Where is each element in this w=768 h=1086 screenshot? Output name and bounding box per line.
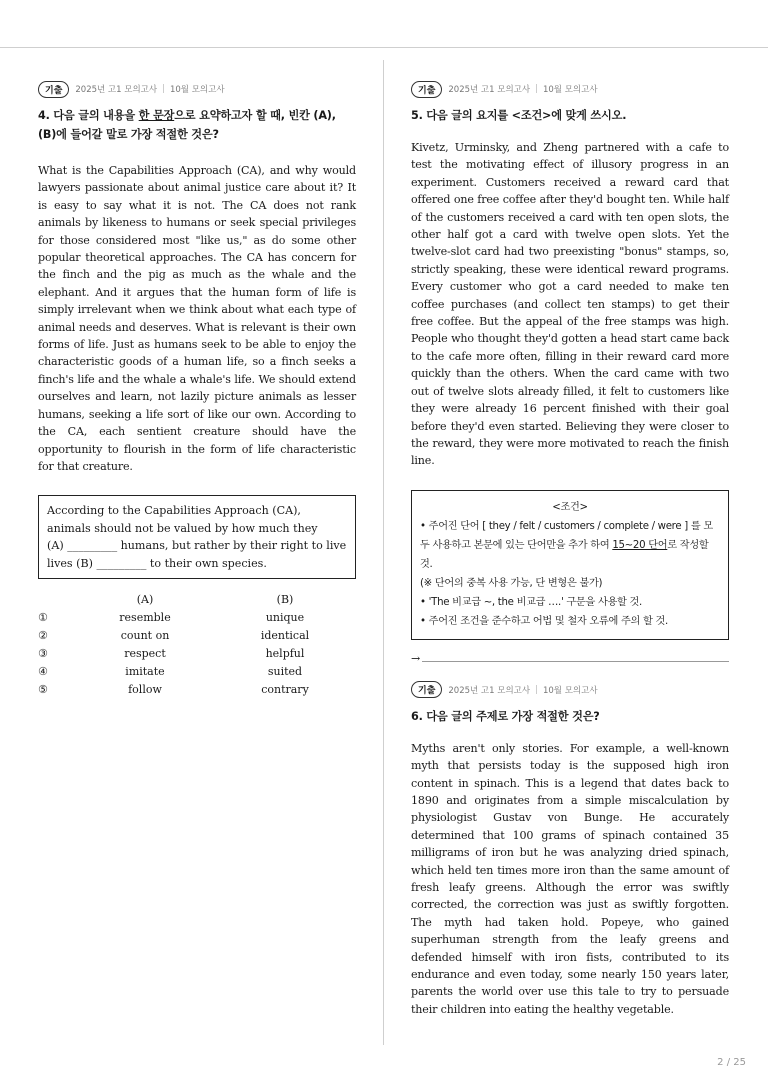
column-b-header: (B) bbox=[276, 592, 294, 606]
condition-3: • 주어진 조건을 준수하고 어법 및 철자 오류에 주의 할 것. bbox=[420, 615, 668, 627]
source-exam: 2025년 고1 모의고사 bbox=[448, 685, 531, 696]
answer-options bbox=[38, 591, 356, 699]
options-header bbox=[38, 591, 356, 609]
option-b: unique bbox=[265, 610, 305, 624]
option-b: contrary bbox=[261, 682, 309, 696]
condition-1-rest: 로 작성할 것. bbox=[420, 539, 709, 570]
option-number: ② bbox=[38, 628, 48, 642]
question-6 bbox=[411, 681, 729, 1019]
source-separator: | bbox=[535, 684, 538, 695]
answer-blank[interactable] bbox=[422, 654, 729, 662]
question-4-passage: What is the Capabilities Approach (CA), and why would lawyers passionate about animal justice care about it? It is easy to say what it is not. The CA does not rank animals by likeness to humans or seek special privileges for those considered most "like us," as do some other popular theoretical approaches. The CA has concern for the finch and the pig as much as the whale and the elephant. And it argues that the human form of life is simply irrelevant when we think about what each type of animal needs and deserves. What is relevant is their own forms of life. Just as humans seek to be able to enjoy the characteristic goods of a human life, so a finch seeks a finch's life and the whale a whale's life. We should extend ourselves and learn, not lazily picture animals as lesser humans, seeking a life sort of like our own. According to the CA, each sentient creature should have the opportunity to flourish in the form of life characteristic for that creature. bbox=[38, 164, 356, 473]
condition-box bbox=[411, 490, 729, 640]
option-1[interactable] bbox=[38, 609, 356, 627]
past-exam-badge: 기출 bbox=[411, 81, 442, 98]
answer-line[interactable] bbox=[411, 652, 729, 665]
condition-1-text: • 주어진 단어 [ they / felt / customers / complete / were ] 를 모두 사용하고 본문에 있는 단어만을 추가 하여 bbox=[420, 520, 713, 551]
summary-line-2: (A) _________ humans, but rather by their right to live lives (B) _________ to their own species. bbox=[47, 539, 347, 570]
question-6-title: 6. 다음 글의 주제로 가장 적절한 것은? bbox=[411, 709, 600, 723]
summary-line-1: According to the Capabilities Approach (CA), animals should not be valued by how much they bbox=[47, 504, 318, 535]
option-a: resemble bbox=[119, 610, 171, 624]
option-number: ① bbox=[38, 610, 48, 624]
header-rule bbox=[0, 47, 768, 48]
option-3[interactable] bbox=[38, 645, 356, 663]
question-4 bbox=[38, 80, 356, 699]
condition-1-underlined: 15~20 단어 bbox=[612, 539, 668, 551]
condition-title: <조건> bbox=[552, 501, 588, 513]
question-5 bbox=[411, 80, 729, 665]
option-number: ⑤ bbox=[38, 682, 48, 696]
option-2[interactable] bbox=[38, 627, 356, 645]
column-a-header: (A) bbox=[136, 592, 154, 606]
column-divider bbox=[383, 60, 384, 1045]
question-4-title bbox=[38, 106, 356, 144]
option-number: ④ bbox=[38, 664, 48, 678]
option-5[interactable] bbox=[38, 681, 356, 699]
option-b: suited bbox=[267, 664, 303, 678]
question-6-passage: Myths aren't only stories. For example, a well-known myth that persists today is the supposed high iron content in spinach. This is a legend that dates back to 1890 and originates from a simple miscalculation by physiologist Gustav von Bunge. He accurately determined that 100 grams of spinach contained 35 milligrams of iron but he was analyzing dried spinach, which held ten times more iron than the same amount of fresh leafy greens. Although the error was swiftly corrected, the correction was just as swiftly forgotten. The myth had taken hold. Popeye, who gained superhuman strength from the leafy greens and defended himself with iron fists, contributed to its endurance and even today, some nearly 150 years later, parents the world over use this tale to try to persuade their children into eating the healthy vegetable. bbox=[411, 741, 729, 1016]
condition-1 bbox=[420, 517, 720, 574]
right-column bbox=[411, 80, 729, 1018]
page-number: 2 / 25 bbox=[717, 1057, 746, 1068]
option-b: helpful bbox=[265, 646, 305, 660]
source-exam: 2025년 고1 모의고사 bbox=[448, 85, 531, 95]
condition-note: (※ 단어의 중복 사용 가능, 단 변형은 불가) bbox=[420, 577, 603, 589]
source-separator: | bbox=[535, 84, 538, 94]
option-number: ③ bbox=[38, 646, 48, 660]
source-month: 10월 모의고사 bbox=[169, 85, 225, 95]
option-a: respect bbox=[124, 646, 166, 660]
title-text: 4. 다음 글의 내용을 bbox=[38, 109, 139, 122]
question-4-source bbox=[38, 80, 356, 98]
option-a: follow bbox=[128, 682, 162, 696]
past-exam-badge: 기출 bbox=[38, 81, 69, 98]
option-4[interactable] bbox=[38, 663, 356, 681]
summary-box bbox=[38, 495, 356, 579]
arrow-icon: → bbox=[411, 651, 421, 665]
source-month: 10월 모의고사 bbox=[542, 685, 598, 696]
condition-2: • 'The 비교급 ~, the 비교급 ….' 구문을 사용할 것. bbox=[420, 596, 642, 608]
option-a: count on bbox=[120, 628, 170, 642]
past-exam-badge: 기출 bbox=[411, 681, 442, 698]
title-text-rest: 으로 요약하고자 할 때, 빈칸 (A), (B)에 들어갈 말로 가장 적절한 것은? bbox=[38, 109, 336, 141]
source-month: 10월 모의고사 bbox=[542, 85, 598, 95]
title-underlined: 한 문장 bbox=[138, 109, 175, 122]
question-5-title: 5. 다음 글의 요지를 <조건>에 맞게 쓰시오. bbox=[411, 109, 627, 122]
question-5-source bbox=[411, 80, 729, 98]
option-b: identical bbox=[260, 628, 310, 642]
question-5-passage: Kivetz, Urminsky, and Zheng partnered with a cafe to test the motivating effect of illusory progress in an experiment. Customers received a reward card that offered one free coffee after they'd bought ten. While half of the customers received a card with ten open slots, the other half got a card with twelve open slots. Yet the twelve-slot card had two preexisting "bonus" stamps, so, strictly speaking, these were identical reward programs. Every customer who got a card needed to make ten coffee purchases (and collect ten stamps) to get their free coffee. But the appeal of the free stamps was high. People who thought they'd gotten a head start came back to the cafe more often, filling in their reward card more quickly than the others. When the card came with two out of twelve slots already filled, it felt to customers like they were already 16 percent finished with their goal before they'd even started. Believing they were closer to the reward, they were more motivated to reach the finish line. bbox=[411, 141, 729, 468]
source-exam: 2025년 고1 모의고사 bbox=[75, 85, 158, 95]
option-a: imitate bbox=[125, 664, 165, 678]
question-6-source bbox=[411, 681, 729, 699]
source-separator: | bbox=[162, 84, 165, 94]
